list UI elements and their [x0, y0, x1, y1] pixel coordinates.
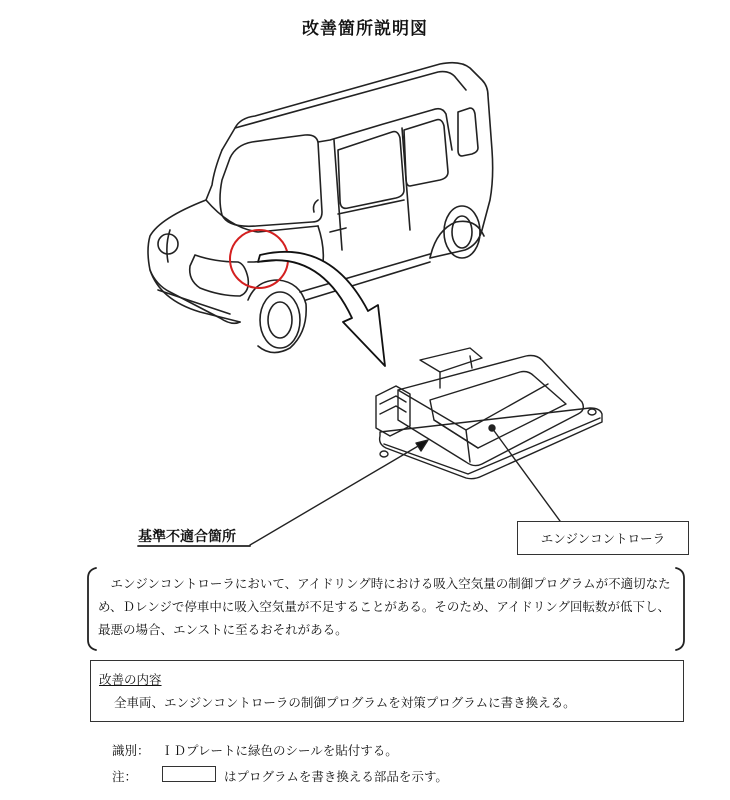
defect-location-label: 基準不適合箇所: [138, 529, 236, 545]
car-drawing: [148, 63, 493, 353]
note-text: はプログラムを書き換える部品を示す。: [224, 769, 448, 784]
description-text: エンジンコントローラにおいて、アイドリング時における吸入空気量の制御プログラムが不適切なため、Ｄレンジで停車中に吸入空気量が不足することがある。そのため、アイドリング回転数が低下し、最悪の場合、エンストに至るおそれがある。: [98, 576, 671, 637]
ecu-drawing: [376, 348, 602, 479]
ecu-label-box: エンジンコントローラ: [517, 521, 689, 555]
improvement-text: 全車両、エンジンコントローラの制御プログラムを対策プログラムに書き換える。: [114, 695, 576, 710]
page-title: 改善箇所説明図: [302, 19, 428, 39]
improvement-title: 改善の内容: [99, 672, 162, 687]
legend-box: [162, 766, 216, 782]
identification-text: ＩＤプレートに緑色のシールを貼付する。: [161, 743, 398, 758]
identification-label: 識別：: [112, 743, 150, 758]
improvement-box: [90, 660, 684, 722]
note-label: 注：: [112, 769, 138, 784]
curved-arrow: [258, 252, 385, 366]
defect-description: [98, 572, 678, 641]
